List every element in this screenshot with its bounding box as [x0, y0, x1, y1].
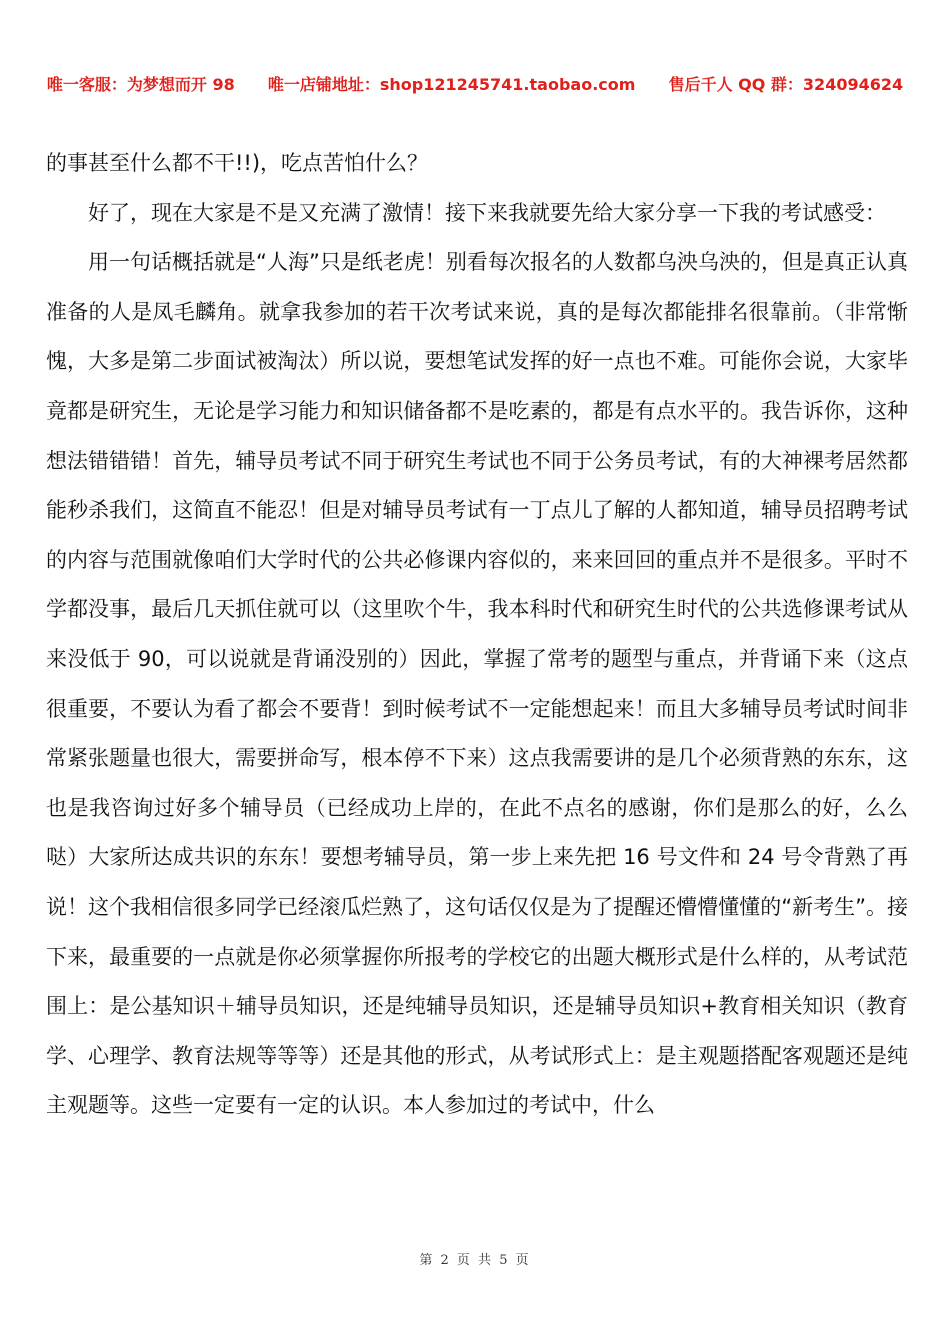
- header-qq-group: 售后千人 QQ 群：324094624: [668, 75, 904, 94]
- header-shop-address: 唯一店铺地址：shop121245741.taobao.com: [267, 75, 636, 94]
- body-text: [46, 139, 908, 1131]
- page-number: 第 2 页 共 5 页: [419, 1253, 531, 1268]
- header-service: 唯一客服：为梦想而开 98: [46, 75, 235, 94]
- paragraph-continuation: 的事甚至什么都不干!!)，吃点苦怕什么？: [46, 151, 429, 175]
- paragraph: 好了，现在大家是不是又充满了激情！接下来我就要先给大家分享一下我的考试感受：: [88, 200, 886, 225]
- paragraph: 用一句话概括就是“人海”只是纸老虎！别看每次报名的人数都乌泱乌泱的，但是真正认真准备的人是凤毛麟角。就拿我参加的若干次考试来说，真的是每次都能排名很靠前。（非常惭愧，大多是第二步面试被淘汰）所以说，要想笔试发挥的好一点也不难。可能你会说，大家毕竟都是研究生，无论是学习能力和知识储备都不是吃素的，都是有点水平的。我告诉你，这种想法错错错！首先，辅导员考试不同于研究生考试也不同于公务员考试，有的大神裸考居然都能秒杀我们，这简直不能忍！但是对辅导员考试有一丁点儿了解的人都知道，辅导员招聘考试的内容与范围就像咱们大学时代的公共必修课内容似的，来来回回的重点并不是很多。平时不学都没事，最后几天抓住就可以（这里吹个牛，我本科时代和研究生时代的公共选修课考试从来没低于 90，可以说就是背诵没别的）因此，掌握了常考的题型与重点，并背诵下来（这点很重要，不要认为看了都会不要背！到时候考试不一定能想起来！而且大多辅导员考试时间非常紧张题量也很大，需要拼命写，根本停不下来）这点我需要讲的是几个必须背熟的东东，这也是我咨询过好多个辅导员（已经成功上岸的，在此不点名的感谢，你们是那么的好，么么哒）大家所达成共识的东东！要想考辅导员，第一步上来先把 16 号文件和 24 号令背熟了再说！这个我相信很多同学已经滚瓜烂熟了，这句话仅仅是为了提醒还懵懵懂懂的“新考生”。接下来，最重要的一点就是你必须掌握你所报考的学校它的出题大概形式是什么样的，从考试范围上：是公基知识＋辅导员知识，还是纯辅导员知识，还是辅导员知识+教育相关知识（教育学、心理学、教育法规等等等）还是其他的形式，从考试形式上：是主观题搭配客观题还是纯主观题等。这些一定要有一定的认识。本人参加过的考试中，什么: [46, 250, 908, 1118]
- page-header: [0, 72, 950, 95]
